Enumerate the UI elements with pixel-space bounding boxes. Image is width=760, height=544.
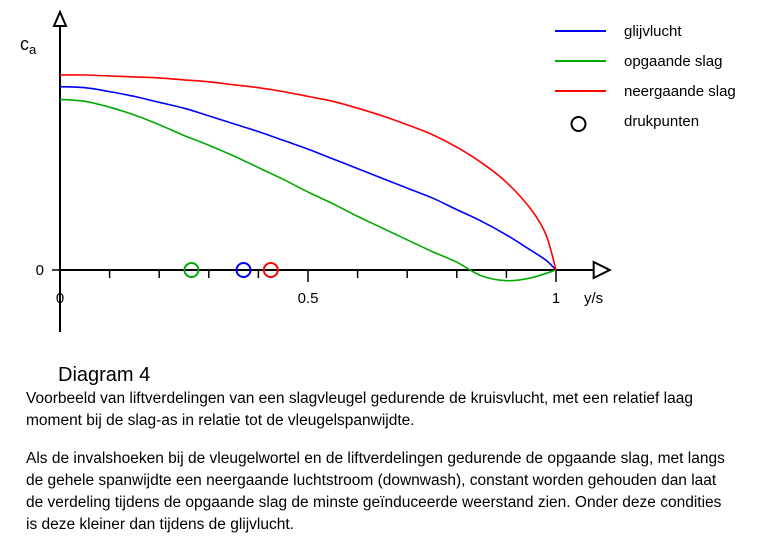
- y-axis-arrow: [54, 12, 66, 26]
- x-axis-arrow: [594, 262, 610, 278]
- y-tick-label: 0: [35, 262, 44, 279]
- legend-swatch-drukpunten: [572, 117, 586, 131]
- x-axis-label: y/s: [584, 290, 604, 307]
- series-line-neergaande-slag: [60, 75, 556, 270]
- y-axis-label: $c_a$: [20, 34, 37, 57]
- axes: [20, 12, 610, 332]
- x-tick-label: 0.5: [297, 290, 319, 307]
- x-tick-label: 0: [55, 290, 65, 307]
- caption-paragraph-2: Als de invalshoeken bij de vleugelwortel en de liftverdelingen gedurende de opgaande slag, met langs de gehele spanwijdte een neergaande luchtstroom (downwash), constant worden gehouden dan laat de verdeling tijdens de opgaande slag de minste geïnduceerde weerstand zien. Onder deze condities is deze kleiner dan tijdens de glijvlucht.: [26, 450, 725, 533]
- caption-paragraph-1: Voorbeeld van liftverdelingen van een slagvleugel gedurende de kruisvlucht, met een relatief laag moment bij de slag-as in relatie tot de vleugelspanwijdte.: [26, 390, 693, 429]
- legend: [555, 23, 736, 131]
- x-tick-label: 1: [551, 290, 561, 307]
- series-line-opgaande-slag: [60, 99, 556, 280]
- legend-label-neergaande-slag: neergaande slag: [624, 83, 736, 100]
- legend-label-opgaande-slag: opgaande slag: [624, 53, 723, 70]
- legend-label-drukpunten: drukpunten: [624, 113, 700, 130]
- legend-label-glijvlucht: glijvlucht: [624, 23, 682, 40]
- series-curves: [60, 75, 556, 281]
- diagram-title: Diagram 4: [58, 364, 151, 386]
